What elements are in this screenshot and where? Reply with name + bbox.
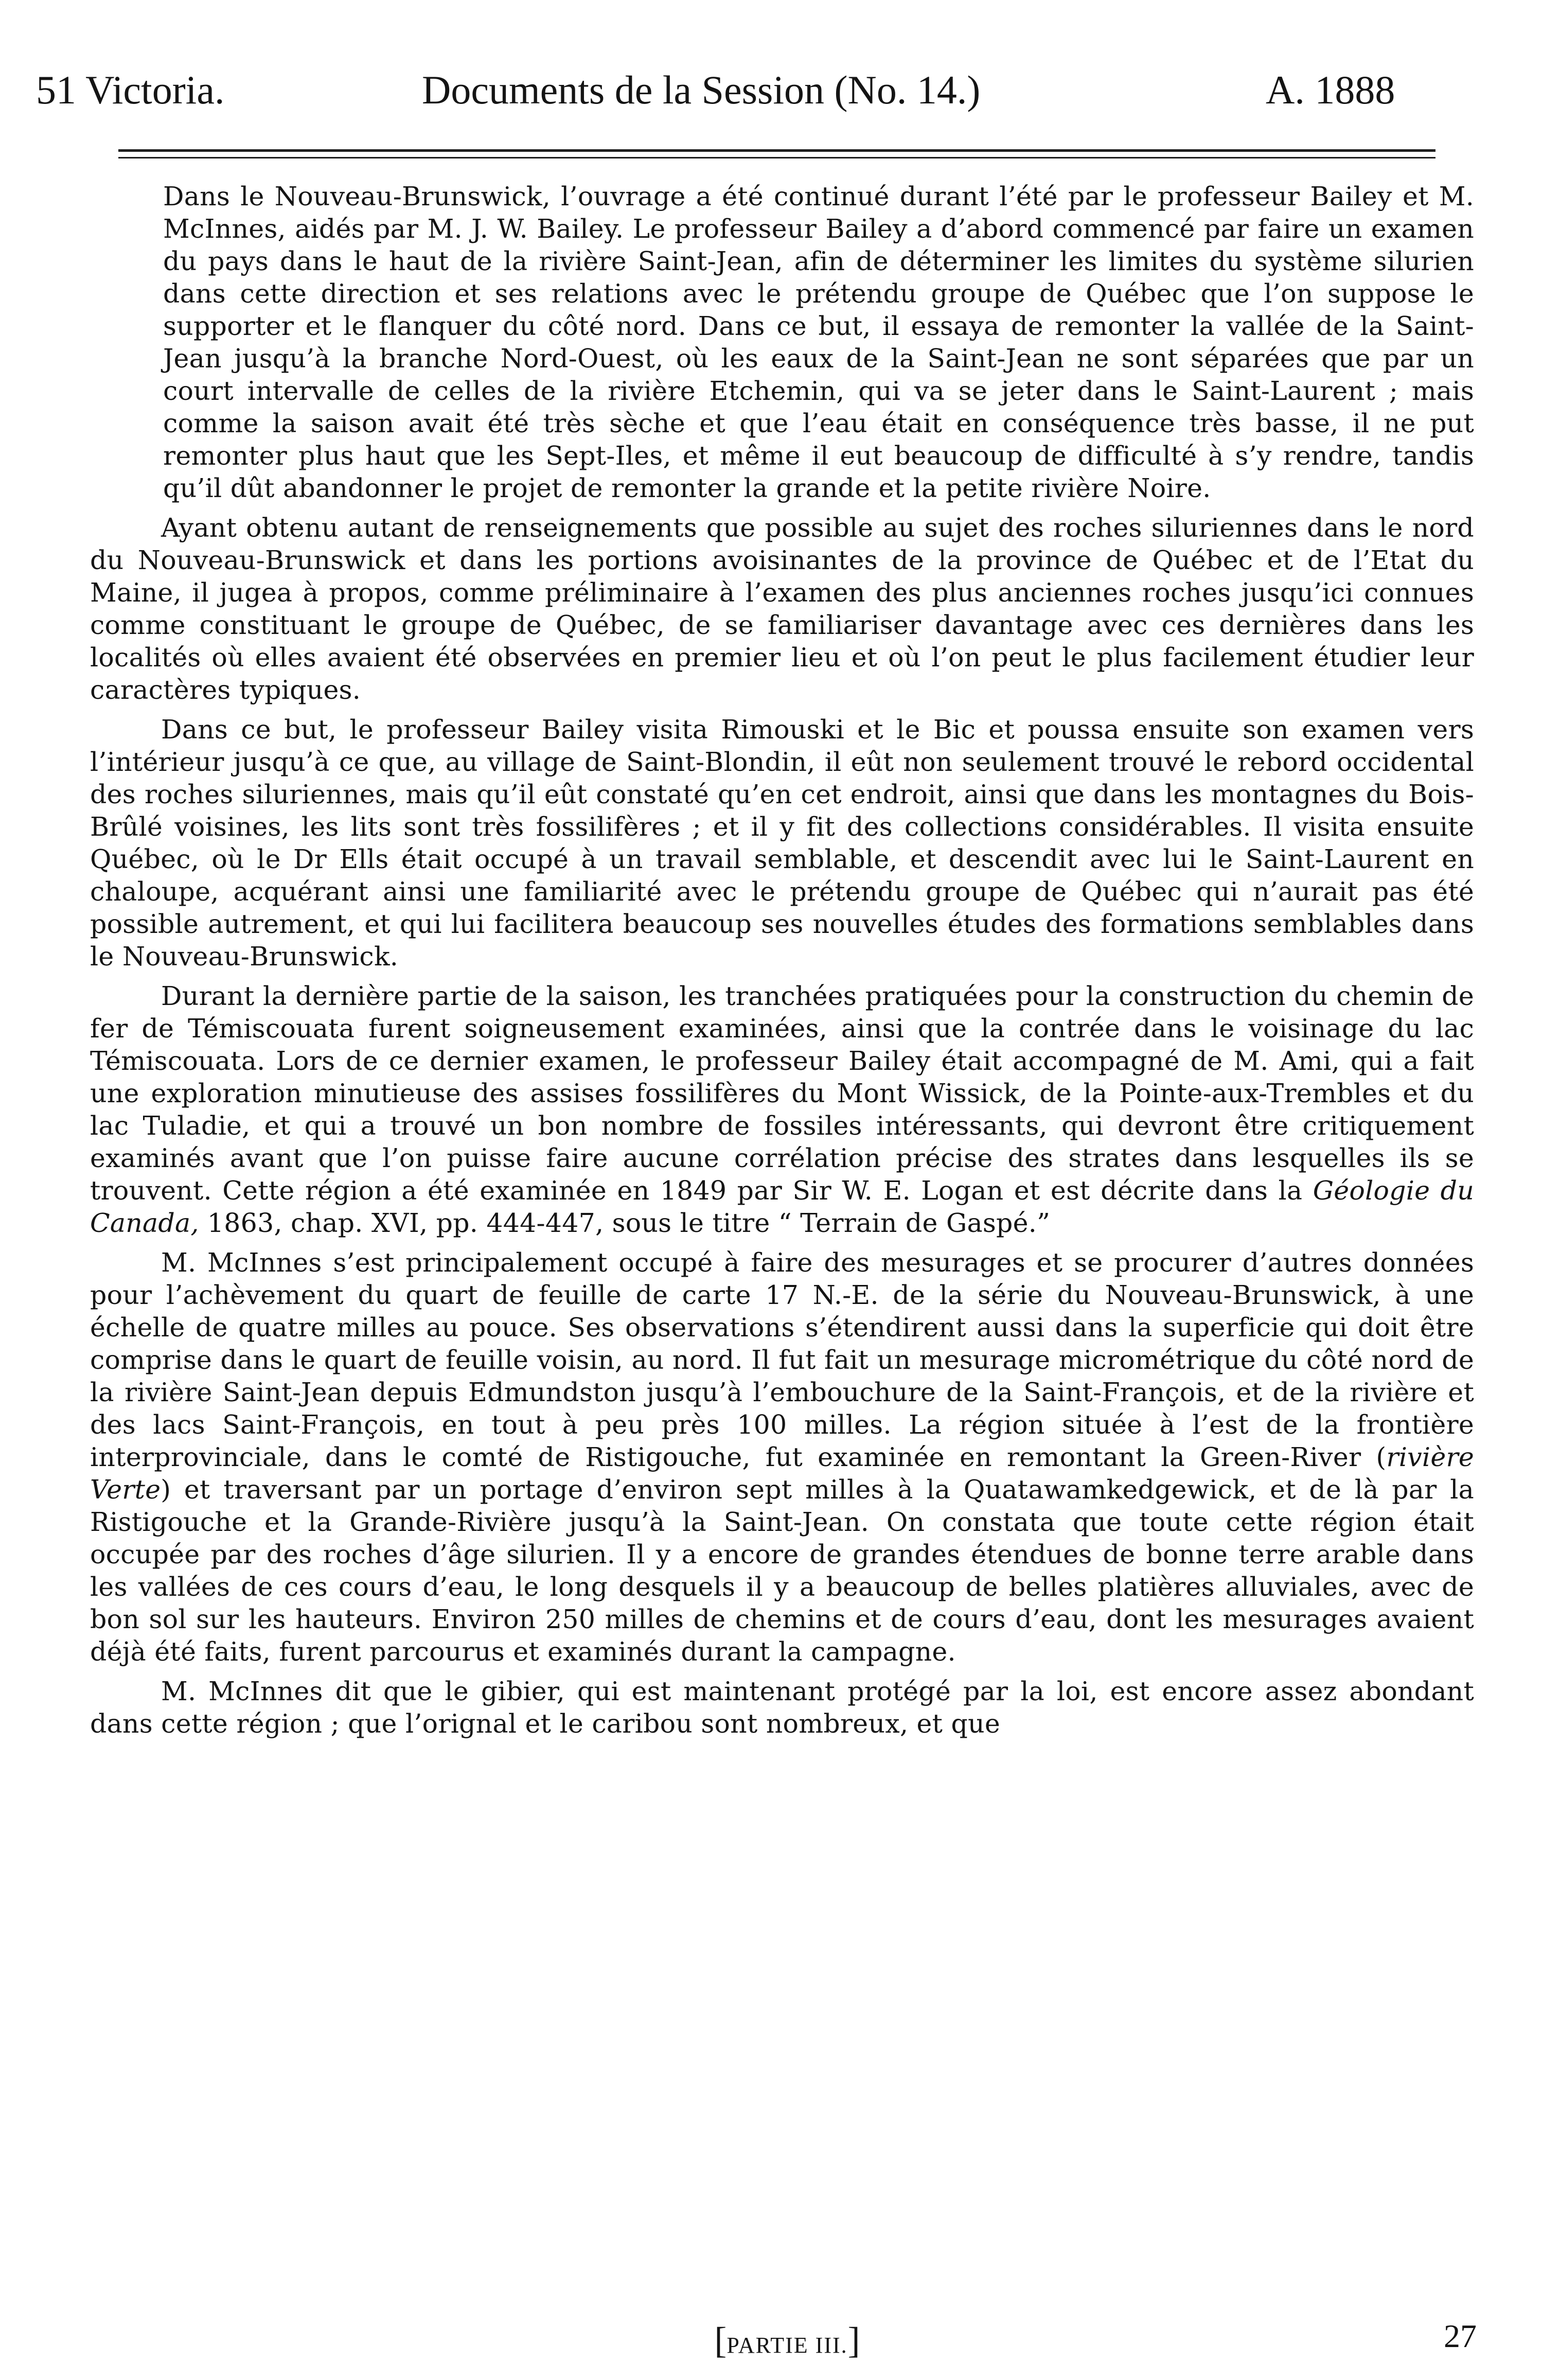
paragraph-4-tail: 1863, chap. XVI, pp. 444-447, sous le titre “ Terrain de Gaspé.” xyxy=(199,1208,1051,1238)
header-year: A. 1888 xyxy=(1266,67,1395,112)
paragraph-5-tail: ) et traversant par un portage d’environ sept milles à la Quatawamkedgewick, et de là par la Ristigouche et la Grande-Rivière jusqu’à la Saint-Jean. On constata que toute cette région était occupée par des roches d’âge silurien. Il y a encore de grandes étendues de bonne terre arable dans les vallées de ces cours d’eau, le long desquels il y a beaucoup de belles platières alluviales, avec de bon sol sur les hauteurs. Environ 250 milles de chemins et de cours d’eau, dont les mesurages avaient déjà été faits, furent parcourus et examinés durant la campagne. xyxy=(90,1474,1474,1667)
paragraph-5-italic: rivière Verte xyxy=(90,1442,1474,1505)
paragraph-1: Dans le Nouveau-Brunswick, l’ouvrage a été continué durant l’été par le professeur Bailey et M. McInnes, aidés par M. J. W. Bailey. Le professeur Bailey a d’abord commencé par faire un examen du pays dans le haut de la rivière Saint-Jean, afin de déterminer les limites du système silurien dans cette direction et ses relations avec le prétendu groupe de Québec que l’on suppose le supporter et le flanquer du côté nord. Dans ce but, il essaya de remonter la vallée de la Saint-Jean jusqu’à la branche Nord-Ouest, où les eaux de la Saint-Jean ne sont séparées que par un court intervalle de celles de la rivière Etchemin, qui va se jeter dans le Saint-Laurent ; mais comme la saison avait été très sèche et que l’eau était en conséquence très basse, il ne put remonter plus haut que les Sept-Iles, et même il eut beaucoup de difficulté à s’y rendre, tandis qu’il dût abandonner le projet de remonter la grande et la petite rivière Noire. xyxy=(163,181,1474,503)
footer-part-label xyxy=(684,2320,890,2361)
body-text xyxy=(90,180,1474,1740)
page-number: 27 xyxy=(1444,2318,1477,2354)
header-rule-thick xyxy=(118,149,1435,152)
header-session-year: 51 Victoria. xyxy=(36,67,225,112)
paragraph-4 xyxy=(90,980,1474,1239)
footer-bracket-close: ] xyxy=(847,2320,860,2361)
paragraph-3: Dans ce but, le professeur Bailey visita Rimouski et le Bic et poussa ensuite son examen vers l’intérieur jusqu’à ce que, au village de Saint-Blondin, il eût non seulement trouvé le rebord occidental des roches siluriennes, mais qu’il eût constaté qu’en cet endroit, ainsi que dans les montagnes du Bois-Brûlé voisines, les lits sont très fossilifères ; et il y fit des collections considérables. Il visita ensuite Québec, où le Dr Ells était occupé à un travail semblable, et descendit avec lui le Saint-Laurent en chaloupe, acquérant ainsi une familiarité avec le prétendu groupe de Québec qui n’aurait pas été possible autrement, et qui lui facilitera beaucoup ses nouvelles études des formations semblables dans le Nouveau-Brunswick. xyxy=(90,714,1474,972)
running-header xyxy=(36,62,1461,118)
paragraph-2: Ayant obtenu autant de renseignements que possible au sujet des roches siluriennes dans le nord du Nouveau-Brunswick et dans les portions avoisinantes de la province de Québec et de l’Etat du Maine, il jugea à propos, comme préliminaire à l’examen des plus anciennes roches jusqu’ici connues comme constituant le groupe de Québec, de se familiariser davantage avec ces dernières dans les localités où elles avaient été observées en premier lieu et où l’on peut le plus facilement étudier leur caractères typiques. xyxy=(90,513,1474,705)
paragraph-5 xyxy=(90,1246,1474,1668)
header-document-title: Documents de la Session (No. 14.) xyxy=(422,67,981,112)
paragraph-5-text: M. McInnes s’est principalement occupé à faire des mesurages et se procurer d’autres données pour l’achèvement du quart de feuille de carte 17 N.-E. de la série du Nouveau-Brunswick, à une échelle de quatre milles au pouce. Ses observations s’étendirent aussi dans la superficie qui doit être comprise dans le quart de feuille voisin, au nord. Il fut fait un mesurage micrométrique du côté nord de la rivière Saint-Jean depuis Edmundston jusqu’à l’embouchure de la Saint-François, et de la rivière et des lacs Saint-François, en tout à peu près 100 milles. La région située à l’est de la frontière interprovinciale, dans le comté de Ristigouche, fut examinée en remontant la Green-River ( xyxy=(90,1247,1474,1472)
header-rule-thin xyxy=(118,157,1435,158)
paragraph-4-text: Durant la dernière partie de la saison, les tranchées pratiquées pour la construction du chemin de fer de Témiscouata furent soigneusement examinées, ainsi que la contrée dans le voisinage du lac Témiscouata. Lors de ce dernier examen, le professeur Bailey était accompagné de M. Ami, qui a fait une exploration minutieuse des assises fossilifères du Mont Wissick, de la Pointe-aux-Trembles et du lac Tuladie, et qui a trouvé un bon nombre de fossiles intéressants, qui devront être critiquement examinés avant que l’on puisse faire aucune corrélation précise des strates dans lesquelles ils se trouvent. Cette région a été examinée en 1849 par Sir W. E. Logan et est décrite dans la xyxy=(90,981,1474,1206)
paragraph-6: M. McInnes dit que le gibier, qui est maintenant protégé par la loi, est encore assez abondant dans cette région ; que l’orignal et le caribou sont nombreux, et que xyxy=(90,1676,1474,1739)
footer-label: PARTIE III. xyxy=(726,2333,848,2358)
footer-bracket-open: [ xyxy=(714,2320,727,2361)
paragraph-4-italic-title: Géologie du Canada, xyxy=(90,1175,1474,1238)
